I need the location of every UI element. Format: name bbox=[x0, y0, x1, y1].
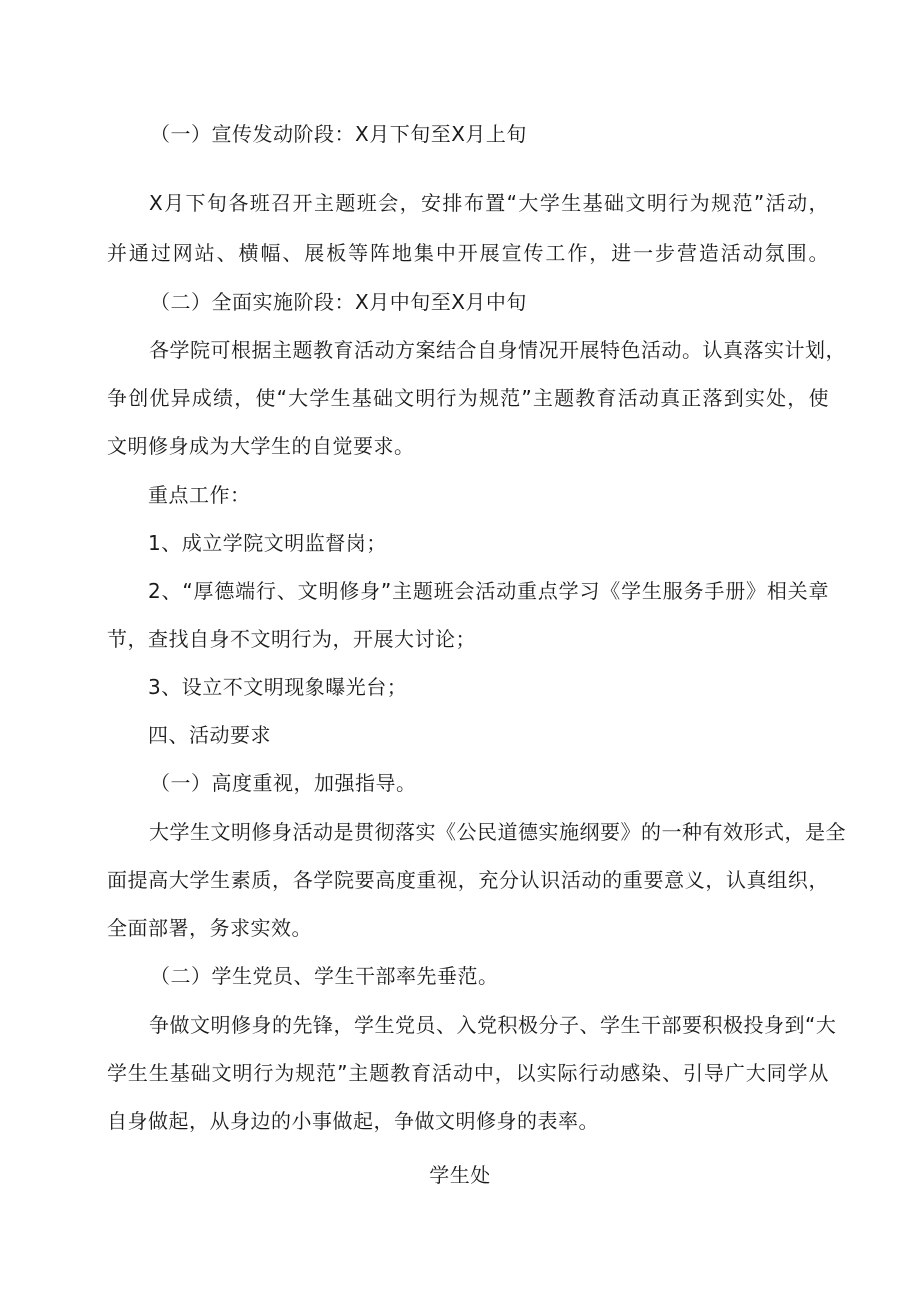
key-work-item-3: 3、设立不文明现象曝光台； bbox=[148, 675, 408, 699]
requirement-2-para-line-3: 自身做起，从身边的小事做起，争做文明修身的表率。 bbox=[107, 1109, 599, 1133]
signature: 学生处 bbox=[429, 1163, 491, 1187]
stage2-para-line-1: 各学院可根据主题教育活动方案结合自身情况开展特色活动。认真落实计划， bbox=[149, 338, 846, 362]
requirement-1-heading: （一）高度重视，加强指导。 bbox=[150, 771, 417, 795]
stage1-para-line-1: X月下旬各班召开主题班会，安排布置“大学生基础文明行为规范”活动， bbox=[149, 191, 829, 215]
requirement-2-para-line-1: 争做文明修身的先锋，学生党员、入党积极分子、学生干部要积极投身到“大 bbox=[149, 1013, 837, 1037]
stage1-para-line-2: 并通过网站、横幅、展板等阵地集中开展宣传工作，进一步营造活动氛围。 bbox=[107, 241, 829, 265]
key-work-item-2-line-2: 节，查找自身不文明行为，开展大讨论； bbox=[107, 627, 476, 651]
requirement-2-heading: （二）学生党员、学生干部率先垂范。 bbox=[150, 964, 499, 988]
requirement-1-para-line-3: 全面部署，务求实效。 bbox=[107, 916, 312, 940]
stage1-heading: （一）宣传发动阶段：X月下旬至X月上旬 bbox=[150, 122, 527, 146]
stage2-para-line-3: 文明修身成为大学生的自觉要求。 bbox=[107, 434, 415, 458]
key-work-item-1: 1、成立学院文明监督岗； bbox=[148, 531, 387, 555]
stage2-heading: （二）全面实施阶段：X月中旬至X月中旬 bbox=[150, 290, 527, 314]
requirement-1-para-line-1: 大学生文明修身活动是贯彻落实《公民道德实施纲要》的一种有效形式，是全 bbox=[149, 820, 846, 844]
requirement-1-para-line-2: 面提高大学生素质，各学院要高度重视，充分认识活动的重要意义，认真组织， bbox=[107, 868, 829, 892]
key-work-title: 重点工作： bbox=[148, 483, 251, 507]
stage2-para-line-2: 争创优异成绩，使“大学生基础文明行为规范”主题教育活动真正落到实处，使 bbox=[107, 386, 829, 410]
section-4-title: 四、活动要求 bbox=[148, 723, 271, 747]
key-work-item-2-line-1: 2、“厚德端行、文明修身”主题班会活动重点学习《学生服务手册》相关章 bbox=[148, 579, 829, 603]
requirement-2-para-line-2: 学生生基础文明行为规范”主题教育活动中，以实际行动感染、引导广大同学从 bbox=[107, 1061, 829, 1085]
